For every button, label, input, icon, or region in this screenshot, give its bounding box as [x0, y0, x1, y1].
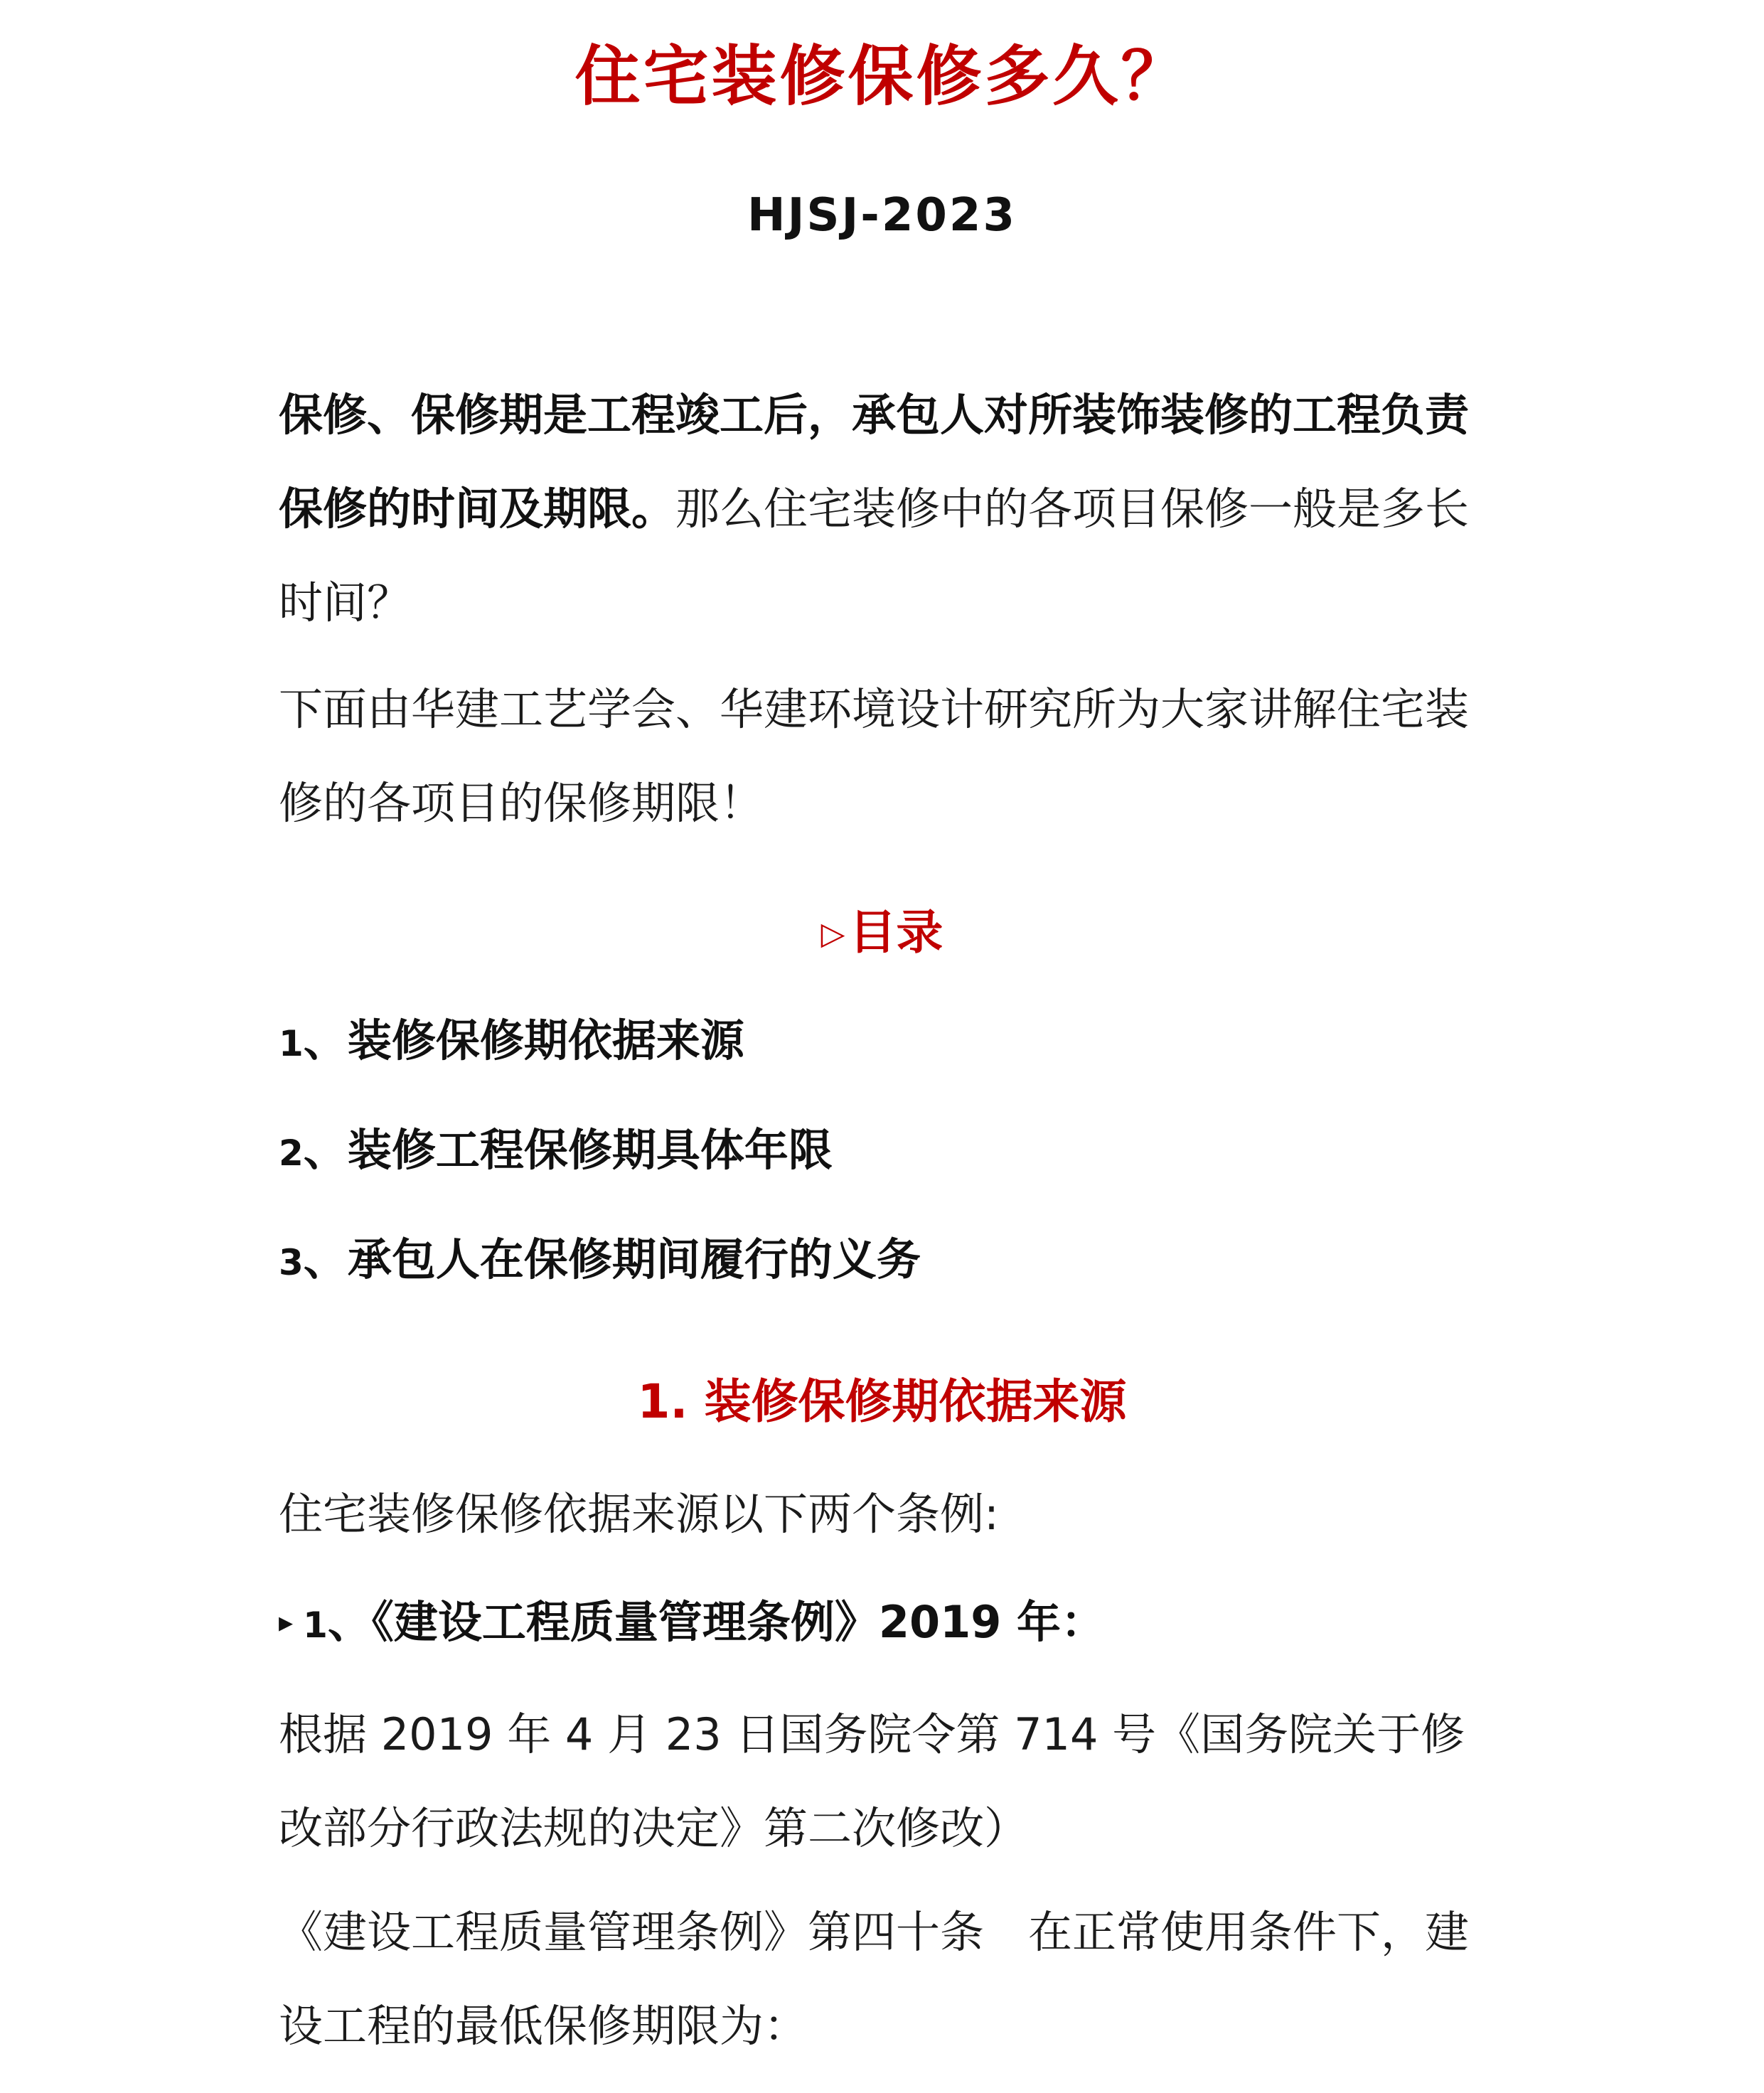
toc-item-label: 承包人在保修期间履行的义务: [347, 1233, 921, 1285]
toc-item-label: 装修保修期依据来源: [347, 1015, 744, 1066]
toc-item-separator: 、: [303, 1233, 348, 1285]
bullet-arrow-icon: ▸: [279, 1606, 294, 1639]
article-paragraph: 《建设工程质量管理条例》第四十条 在正常使用条件下，建设工程的最低保修期限为：: [279, 1906, 1470, 2052]
intro-paragraph: [279, 368, 1487, 650]
section-1-lead: 住宅装修保修依据来源以下两个条例:: [279, 1488, 999, 1540]
intro-second-paragraph: [279, 663, 1487, 850]
toc-item-number: 1: [279, 1023, 304, 1064]
toc-item-1[interactable]: [279, 1005, 744, 1079]
toc-item-label: 装修工程保修期具体年限: [347, 1124, 833, 1176]
triangle-icon: ▷: [820, 916, 845, 952]
toc-item-3[interactable]: [279, 1224, 921, 1298]
toc-heading: [0, 897, 1764, 970]
regulation-basis-paragraph: 根据 2019 年 4 月 23 日国务院令第 714 号《国务院关于修改部分行政法规的决定》第二次修改）: [279, 1708, 1465, 1854]
regulation-number: 1: [303, 1605, 328, 1646]
document-code: HJSJ-2023: [747, 189, 1017, 242]
regulation-title: 、《建设工程质量管理条例》2019 年：: [327, 1596, 1106, 1648]
regulation-heading: [279, 1587, 1105, 1661]
toc-item-separator: 、: [303, 1015, 348, 1066]
toc-item-number: 2: [279, 1133, 304, 1174]
toc-heading-label: 目录: [849, 905, 944, 960]
intro-normal-text: 那么住宅装修中的各项目保修一般是多长时间？: [279, 483, 1470, 628]
toc-item-separator: 、: [303, 1124, 348, 1176]
intro-second-text: 下面由华建工艺学会、华建环境设计研究所为大家讲解住宅装修的各项目的保修期限！: [279, 683, 1470, 829]
toc-item-2[interactable]: [279, 1115, 833, 1189]
section-1-heading: 1. 装修保修期依据来源: [637, 1374, 1127, 1429]
page-title: 住宅装修保修多久？: [574, 38, 1190, 114]
intro-bold-text: 保修、保修期是工程竣工后，承包人对所装饰装修的工程负责保修的时间及期限。: [279, 389, 1470, 535]
toc-item-number: 3: [279, 1242, 304, 1283]
